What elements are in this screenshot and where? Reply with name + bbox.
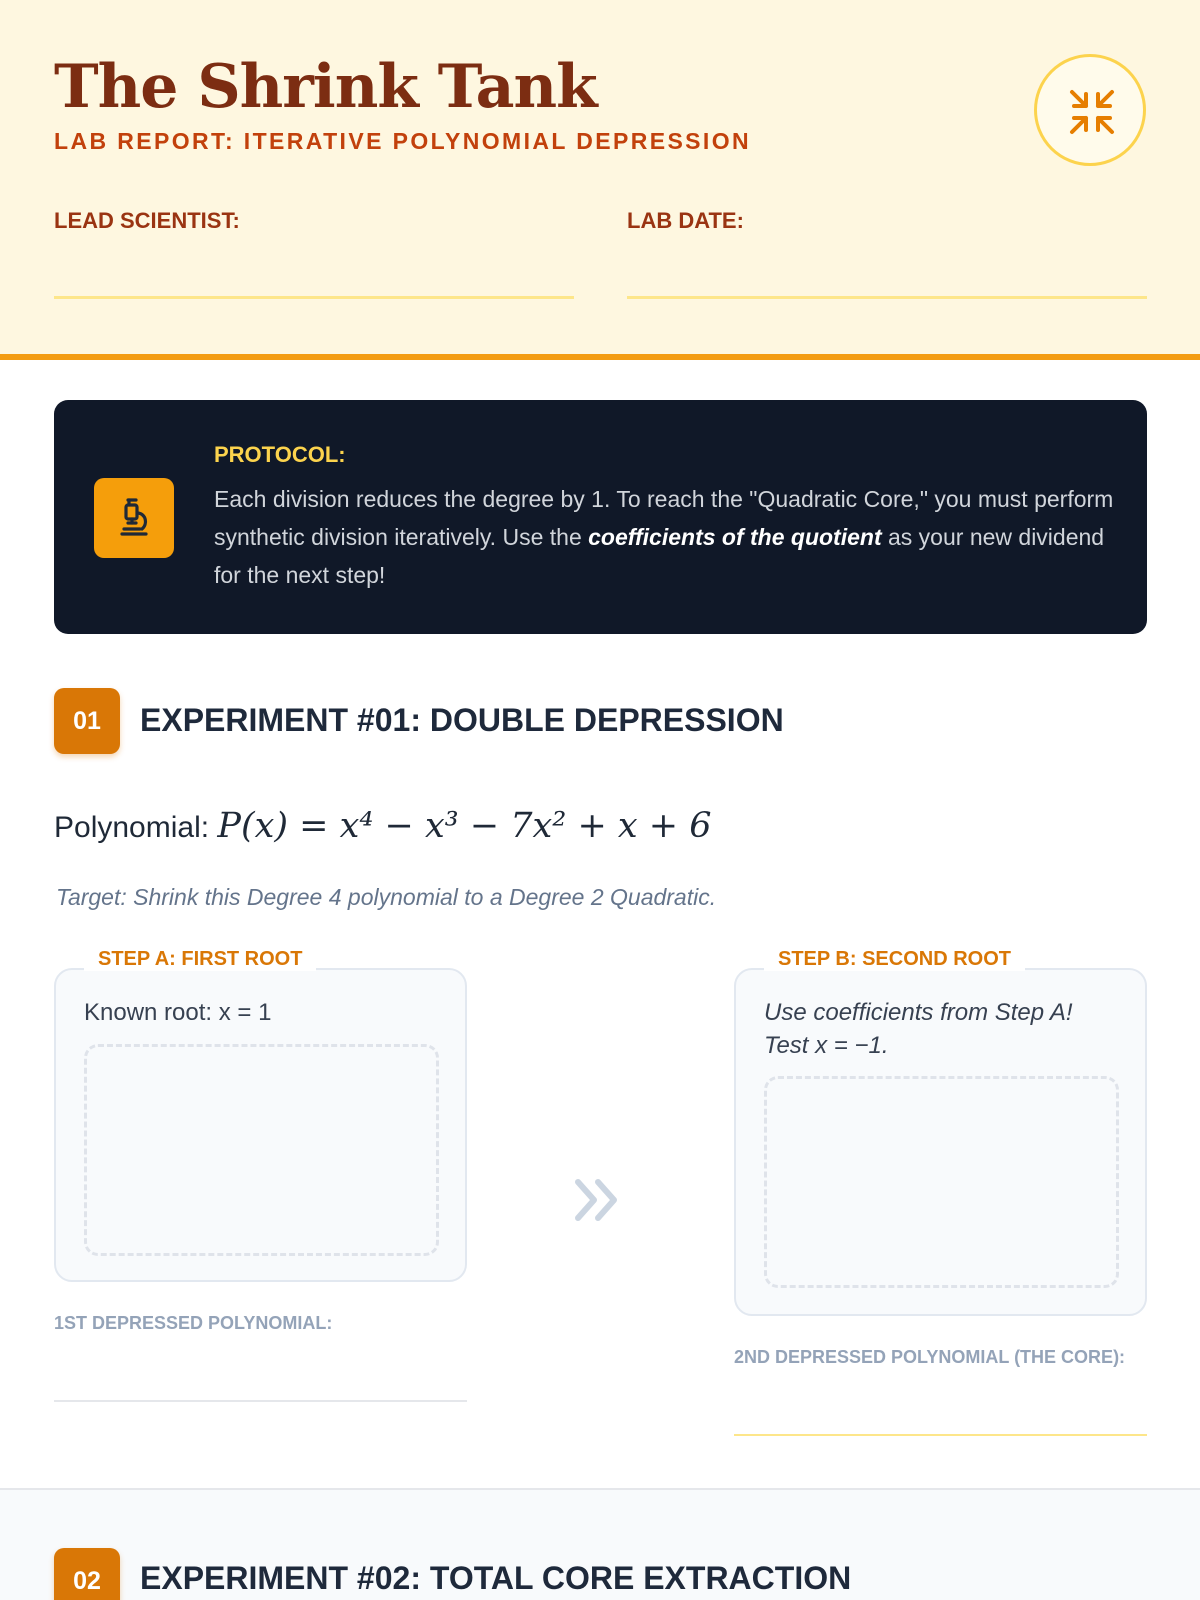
second-depressed-polynomial-label: 2ND DEPRESSED POLYNOMIAL (THE CORE): xyxy=(734,1347,1126,1367)
protocol-text-start: Each division reduces the degree by 1. To reach the "Quadratic Core," you must perform synthetic division iteratively. Use the xyxy=(214,486,1114,550)
step-b-work-area[interactable] xyxy=(764,1076,1119,1288)
protocol-title: PROTOCOL: xyxy=(214,442,346,467)
compress-arrows-icon xyxy=(1068,88,1116,136)
protocol-text-end: as your new dividend for the next step! xyxy=(214,524,1105,588)
lab-date-label: LAB DATE: xyxy=(627,208,744,233)
first-depressed-polynomial-label: 1ST DEPRESSED POLYNOMIAL: xyxy=(54,1313,333,1333)
experiment-2-number-badge: 02 xyxy=(54,1548,120,1600)
step-b-panel xyxy=(734,948,1147,1316)
protocol-emphasis: coefficients of the quotient xyxy=(588,524,882,550)
microscope-icon xyxy=(114,496,154,540)
protocol-icon-box xyxy=(94,478,174,558)
second-depressed-polynomial-field[interactable] xyxy=(734,1434,1147,1436)
protocol-text xyxy=(214,480,1114,594)
step-b-instruction-line1: Use coefficients from Step A! xyxy=(764,999,1073,1026)
first-depressed-polynomial-field[interactable] xyxy=(54,1400,467,1402)
lead-scientist-field[interactable] xyxy=(54,296,574,299)
polynomial-expression: P(x) = x⁴ − x³ − 7x² + x + 6 xyxy=(217,806,712,846)
double-chevron-right-icon xyxy=(572,1178,624,1222)
polynomial-label: Polynomial: xyxy=(54,811,210,844)
experiment-title: EXPERIMENT #01: DOUBLE DEPRESSION xyxy=(140,702,784,738)
report-header xyxy=(0,0,1200,360)
logo-badge xyxy=(1034,54,1146,166)
polynomial-statement xyxy=(54,806,712,846)
step-a-panel xyxy=(54,948,467,1282)
target-instruction: Target: Shrink this Degree 4 polynomial to a Degree 2 Quadratic. xyxy=(56,884,717,910)
step-b-label: STEP B: SECOND ROOT xyxy=(764,948,1025,971)
step-a-label: STEP A: FIRST ROOT xyxy=(84,948,316,971)
step-a-instruction: Known root: x = 1 xyxy=(84,999,272,1026)
experiment-2-section xyxy=(0,1488,1200,1600)
protocol-callout xyxy=(54,400,1147,634)
step-b-instruction-line2: Test x = −1. xyxy=(764,1032,889,1059)
page-title: The Shrink Tank xyxy=(54,52,597,122)
lab-date-field[interactable] xyxy=(627,296,1147,299)
experiment-number-badge: 01 xyxy=(54,688,120,754)
step-b-instruction xyxy=(764,996,1073,1062)
lead-scientist-label: LEAD SCIENTIST: xyxy=(54,208,240,233)
page-subtitle: LAB REPORT: ITERATIVE POLYNOMIAL DEPRESSION xyxy=(54,128,752,154)
experiment-2-title: EXPERIMENT #02: TOTAL CORE EXTRACTION xyxy=(140,1560,852,1596)
step-a-work-area[interactable] xyxy=(84,1044,439,1256)
